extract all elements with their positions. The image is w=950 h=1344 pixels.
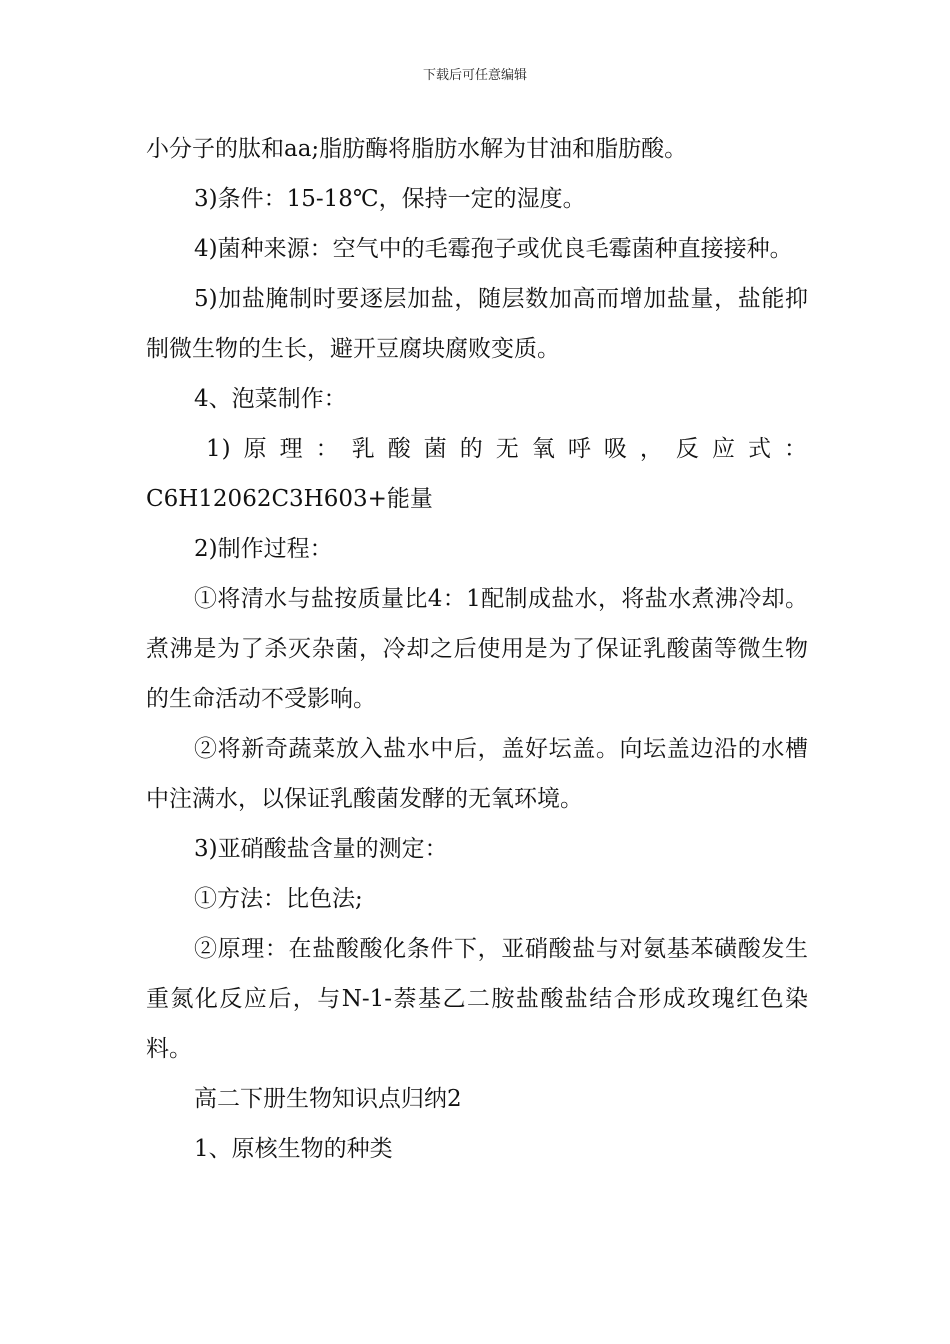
paragraph-principle: 1)原理：乳酸菌的无氧呼吸，反应式： — [206, 436, 808, 462]
paragraph-method: ①方法：比色法; — [194, 886, 363, 912]
paragraph-nitrite-heading: 3)亚硝酸盐含量的测定： — [194, 836, 448, 862]
paragraph-strain-source: 4)菌种来源：空气中的毛霉孢子或优良毛霉菌种直接接种。 — [194, 236, 793, 262]
paragraph-salting: 5)加盐腌制时要逐层加盐，随层数加高而增加盐量，盐能抑制微生物的生长，避开豆腐块腐败变质。 — [146, 286, 808, 362]
paragraph-step-vegetables: ②将新奇蔬菜放入盐水中后，盖好坛盖。向坛盖边沿的水槽中注满水，以保证乳酸菌发酵的无氧环境。 — [146, 736, 808, 812]
paragraph-enzyme-hydrolysis: 小分子的肽和aa;脂肪酶将脂肪水解为甘油和脂肪酸。 — [146, 136, 688, 162]
section-title-biology-2: 高二下册生物知识点归纳2 — [194, 1086, 462, 1112]
paragraph-nitrite-principle: ②原理：在盐酸酸化条件下，亚硝酸盐与对氨基苯磺酸发生重氮化反应后，与N-1-萘基乙二胺盐酸盐结合形成玫瑰红色染料。 — [146, 936, 808, 1062]
paragraph-reaction-formula: C6H12062C3H603+能量 — [146, 486, 433, 512]
page-header: 下载后可任意编辑 — [422, 68, 527, 83]
section-heading-pickle: 4、泡菜制作： — [194, 386, 347, 412]
document-body — [146, 124, 808, 1174]
paragraph-process-heading: 2)制作过程： — [194, 536, 333, 562]
section-heading-prokaryotes: 1、原核生物的种类 — [194, 1136, 393, 1162]
paragraph-step-brine: ①将清水与盐按质量比4：1配制成盐水，将盐水煮沸冷却。煮沸是为了杀灭杂菌，冷却之后使用是为了保证乳酸菌等微生物的生命活动不受影响。 — [146, 586, 808, 712]
paragraph-conditions: 3)条件：15-18℃，保持一定的湿度。 — [194, 186, 586, 212]
